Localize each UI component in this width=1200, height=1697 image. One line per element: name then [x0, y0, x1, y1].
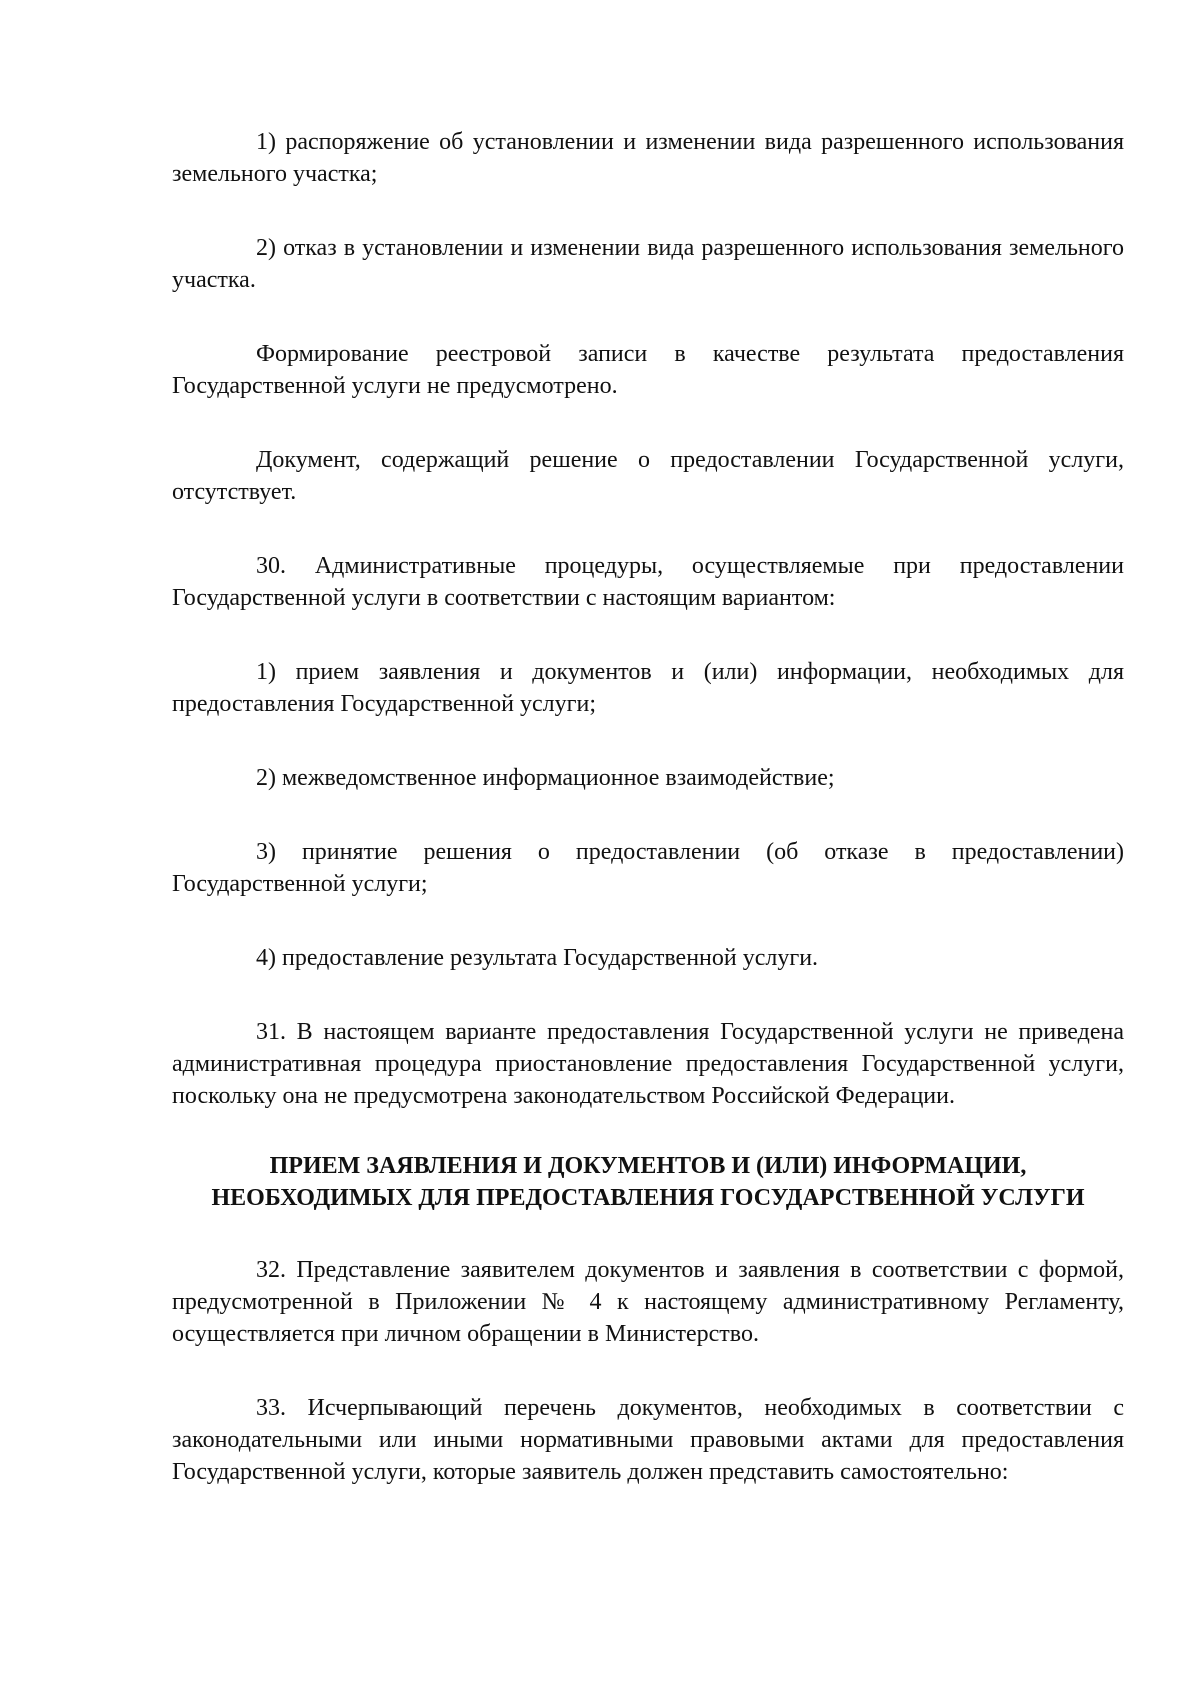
- paragraph-procedure-1: 1) прием заявления и документов и (или) информации, необходимых для предоставления Государственной услуги;: [172, 659, 1124, 717]
- paragraph-30-procedures: 30. Административные процедуры, осуществляемые при предоставлении Государственной услуги в соответствии с настоящим вариантом:: [172, 553, 1124, 611]
- paragraph-32-submission: 32. Представление заявителем документов и заявления в соответствии с формой, предусмотренной в Приложении № 4 к настоящему административному Регламенту, осуществляется при личном обращении в Министерство.: [172, 1257, 1124, 1347]
- paragraph-procedure-3: 3) принятие решения о предоставлении (об отказе в предоставлении) Государственной услуги;: [172, 839, 1124, 897]
- paragraph-33-document-list: 33. Исчерпывающий перечень документов, необходимых в соответствии с законодательными или иными нормативными правовыми актами для предоставления Государственной услуги, которые заявитель должен представить самостоятельно:: [172, 1395, 1124, 1485]
- section-heading-line-1: ПРИЕМ ЗАЯВЛЕНИЯ И ДОКУМЕНТОВ И (ИЛИ) ИНФОРМАЦИИ,: [269, 1153, 1027, 1179]
- section-heading-line-2: НЕОБХОДИМЫХ ДЛЯ ПРЕДОСТАВЛЕНИЯ ГОСУДАРСТВЕННОЙ УСЛУГИ: [211, 1185, 1085, 1211]
- paragraph-procedure-2: 2) межведомственное информационное взаимодействие;: [256, 765, 835, 791]
- section-heading: [172, 1150, 1124, 1214]
- paragraph-31-suspension: 31. В настоящем варианте предоставления Государственной услуги не приведена административная процедура приостановление предоставления Государственной услуги, поскольку она не предусмотрена законодательством Российской Федерации.: [172, 1019, 1124, 1109]
- paragraph-registry-record: Формирование реестровой записи в качестве результата предоставления Государственной услуги не предусмотрено.: [172, 341, 1124, 399]
- paragraph-item-1-order: 1) распоряжение об установлении и изменении вида разрешенного использования земельного участка;: [172, 129, 1124, 187]
- paragraph-procedure-4: 4) предоставление результата Государственной услуги.: [256, 945, 819, 971]
- document-body: [172, 126, 1124, 1530]
- paragraph-decision-document: Документ, содержащий решение о предоставлении Государственной услуги, отсутствует.: [172, 447, 1124, 505]
- paragraph-item-2-refusal: 2) отказ в установлении и изменении вида разрешенного использования земельного участка.: [172, 235, 1124, 293]
